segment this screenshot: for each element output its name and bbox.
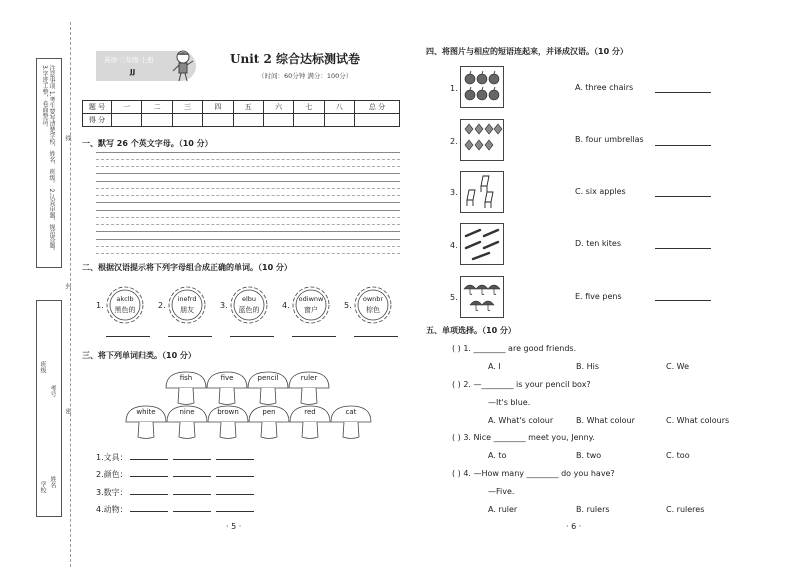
category-animals: 4.动物：: [96, 504, 254, 515]
q5-3-option-c[interactable]: C. too: [666, 451, 690, 460]
score-cell[interactable]: [355, 114, 400, 127]
class-label: 班级: [39, 361, 46, 373]
answer-blank[interactable]: [216, 494, 254, 495]
q4-num-3: 3.: [450, 188, 458, 197]
score-header-cell: 七: [294, 101, 324, 114]
translation-blank[interactable]: [655, 196, 711, 197]
score-header-cell: 四: [203, 101, 233, 114]
mushroom-word: pen: [247, 404, 291, 440]
section-3-title: 三、将下列单词归类。（10 分）: [82, 351, 196, 360]
q5-1-option-c[interactable]: C. We: [666, 362, 690, 371]
answer-blank[interactable]: [130, 476, 168, 477]
q5-1-option-b[interactable]: B. His: [576, 362, 599, 371]
score-header-cell: 二: [142, 101, 172, 114]
score-cell[interactable]: [233, 114, 263, 127]
chinese-hint: 蓝色的: [238, 306, 260, 314]
section-4-title: 四、将图片与相应的短语连起来，并译成汉语。（10 分）: [426, 47, 628, 56]
badge-edition: JJ: [130, 68, 136, 76]
mushroom-word: pencil: [246, 370, 290, 406]
badge-subject: 英语·三年级·上册: [104, 56, 154, 64]
q5-3-option-b[interactable]: B. two: [576, 451, 602, 460]
q4-option-e: E. five pens: [575, 292, 622, 301]
q2-num-1: 1.: [96, 301, 104, 310]
q4-num-5: 5.: [450, 293, 458, 302]
apples-icon: [460, 66, 504, 108]
section-1-title: 一、默写 26 个英文字母。（10 分）: [82, 139, 213, 148]
scrambled-letters: odiwnw: [298, 295, 324, 303]
score-value-row: [83, 114, 400, 127]
chairs-icon: [460, 171, 504, 213]
cartoon-kid-icon: [170, 49, 196, 83]
translation-blank[interactable]: [655, 300, 711, 301]
translation-blank[interactable]: [655, 145, 711, 146]
score-header-cell: 五: [233, 101, 263, 114]
exam-number-label: 考号: [49, 385, 56, 397]
category-colors: 2.颜色：: [96, 469, 254, 480]
answer-blank[interactable]: [130, 494, 168, 495]
chinese-hint: 朋友: [180, 306, 194, 314]
score-cell[interactable]: [172, 114, 202, 127]
flower-item-4: [291, 285, 331, 325]
score-cell[interactable]: [112, 114, 142, 127]
category-numbers: 3.数字：: [96, 487, 254, 498]
q5-2-option-c[interactable]: C. What colours: [666, 416, 730, 425]
school-label: 学校: [39, 481, 46, 493]
mushroom-word: cat: [329, 404, 373, 440]
q4-num-4: 4.: [450, 241, 458, 250]
q5-stem-3: ( ) 3. Nice ________ meet you, Jenny.: [452, 433, 595, 442]
score-header-cell: 题 号: [83, 101, 112, 114]
seal-secret-label: 密: [64, 408, 71, 414]
flower-item-3: [229, 285, 269, 325]
mushroom-word: brown: [206, 404, 250, 440]
scrambled-letters: ownbr: [362, 295, 384, 303]
mushroom-word: five: [205, 370, 249, 406]
flower-item-5: [353, 285, 393, 325]
score-cell[interactable]: [324, 114, 354, 127]
seal-mark-label: 封: [64, 283, 71, 289]
q5-4-option-a[interactable]: A. ruler: [488, 505, 518, 514]
flower-item-1: [105, 285, 145, 325]
score-header-cell: 八: [324, 101, 354, 114]
q2-num-3: 3.: [220, 301, 228, 310]
score-cell[interactable]: [203, 114, 233, 127]
answer-blank[interactable]: [130, 511, 168, 512]
kites-icon: [460, 119, 504, 161]
chinese-hint: 棕色: [366, 306, 380, 314]
seal-line-label: 线: [64, 135, 71, 141]
answer-blank[interactable]: [216, 511, 254, 512]
q5-3-option-a[interactable]: A. to: [488, 451, 507, 460]
score-cell[interactable]: [294, 114, 324, 127]
q4-option-c: C. six apples: [575, 187, 626, 196]
binding-line: [70, 22, 71, 567]
category-stationery: 1.文具：: [96, 452, 254, 463]
grade-badge: [96, 51, 196, 81]
score-header-row: [83, 101, 400, 114]
q4-option-b: B. four umbrellas: [575, 135, 644, 144]
answer-blank[interactable]: [216, 459, 254, 460]
q5-4-option-c[interactable]: C. ruleres: [666, 505, 705, 514]
answer-blank[interactable]: [173, 511, 211, 512]
scrambled-letters: akclb: [116, 295, 134, 303]
q5-stem-2: ( ) 2. —________ is your pencil box?: [452, 380, 591, 389]
answer-blank[interactable]: [173, 494, 211, 495]
score-table: [82, 100, 400, 127]
notice-text: 注意事项 1.考生要写清楚学校、姓名、班级。 2.认真审题，规范答题。 3.字迹工整，卷面整洁。: [41, 65, 55, 255]
section-2-title: 二、根据汉语提示将下列字母组合成正确的单词。（10 分）: [82, 263, 292, 272]
umbrellas-icon: [460, 276, 504, 318]
answer-blank[interactable]: [216, 476, 254, 477]
q5-4-option-b[interactable]: B. rulers: [576, 505, 610, 514]
exam-subtitle: （时间：60分钟 满分：100分）: [258, 72, 353, 80]
q5-stem-4: ( ) 4. —How many ________ do you have?: [452, 469, 615, 478]
pencils-icon: [460, 223, 504, 265]
mushroom-word: white: [124, 404, 168, 440]
score-header-cell: 一: [112, 101, 142, 114]
q5-2-option-a[interactable]: A. What's colour: [488, 416, 554, 425]
q5-stem-1: ( ) 1. ________ are good friends.: [452, 344, 577, 353]
student-info-box: [36, 300, 62, 517]
scrambled-letters: elbu: [241, 295, 257, 303]
q2-num-5: 5.: [344, 301, 352, 310]
q5-2-extra: —It's blue.: [488, 398, 531, 407]
flower-item-2: [167, 285, 207, 325]
page-number-left: · 5 ·: [226, 522, 242, 531]
translation-blank[interactable]: [655, 92, 711, 93]
q4-option-d: D. ten kites: [575, 239, 621, 248]
score-header-cell: 总 分: [355, 101, 400, 114]
mushroom-word: red: [288, 404, 332, 440]
q4-num-1: 1.: [450, 84, 458, 93]
scrambled-letters: inefrd: [177, 295, 197, 303]
score-cell[interactable]: [142, 114, 172, 127]
q2-num-4: 4.: [282, 301, 290, 310]
chinese-hint: 黑色的: [114, 306, 136, 314]
mushroom-word: nine: [165, 404, 209, 440]
name-label: 姓名: [49, 476, 56, 488]
translation-blank[interactable]: [655, 248, 711, 249]
notice-box: [36, 58, 62, 268]
score-header-cell: 六: [263, 101, 293, 114]
score-header-cell: 三: [172, 101, 202, 114]
score-row-label: 得 分: [83, 114, 112, 127]
q5-2-option-b[interactable]: B. What colour: [576, 416, 635, 425]
exam-title: Unit 2 综合达标测试卷: [230, 52, 360, 66]
answer-blank[interactable]: [173, 459, 211, 460]
q4-option-a: A. three chairs: [575, 83, 634, 92]
q5-4-extra: —Five.: [488, 487, 515, 496]
answer-blank[interactable]: [173, 476, 211, 477]
chinese-hint: 窗户: [304, 306, 318, 314]
mushroom-word: ruler: [287, 370, 331, 406]
score-cell[interactable]: [263, 114, 293, 127]
q4-num-2: 2.: [450, 137, 458, 146]
page-number-right: · 6 ·: [566, 522, 582, 531]
q2-num-2: 2.: [158, 301, 166, 310]
answer-blank[interactable]: [130, 459, 168, 460]
section-5-title: 五、单项选择。（10 分）: [426, 326, 516, 335]
q5-1-option-a[interactable]: A. I: [488, 362, 501, 371]
mushroom-word: fish: [164, 370, 208, 406]
